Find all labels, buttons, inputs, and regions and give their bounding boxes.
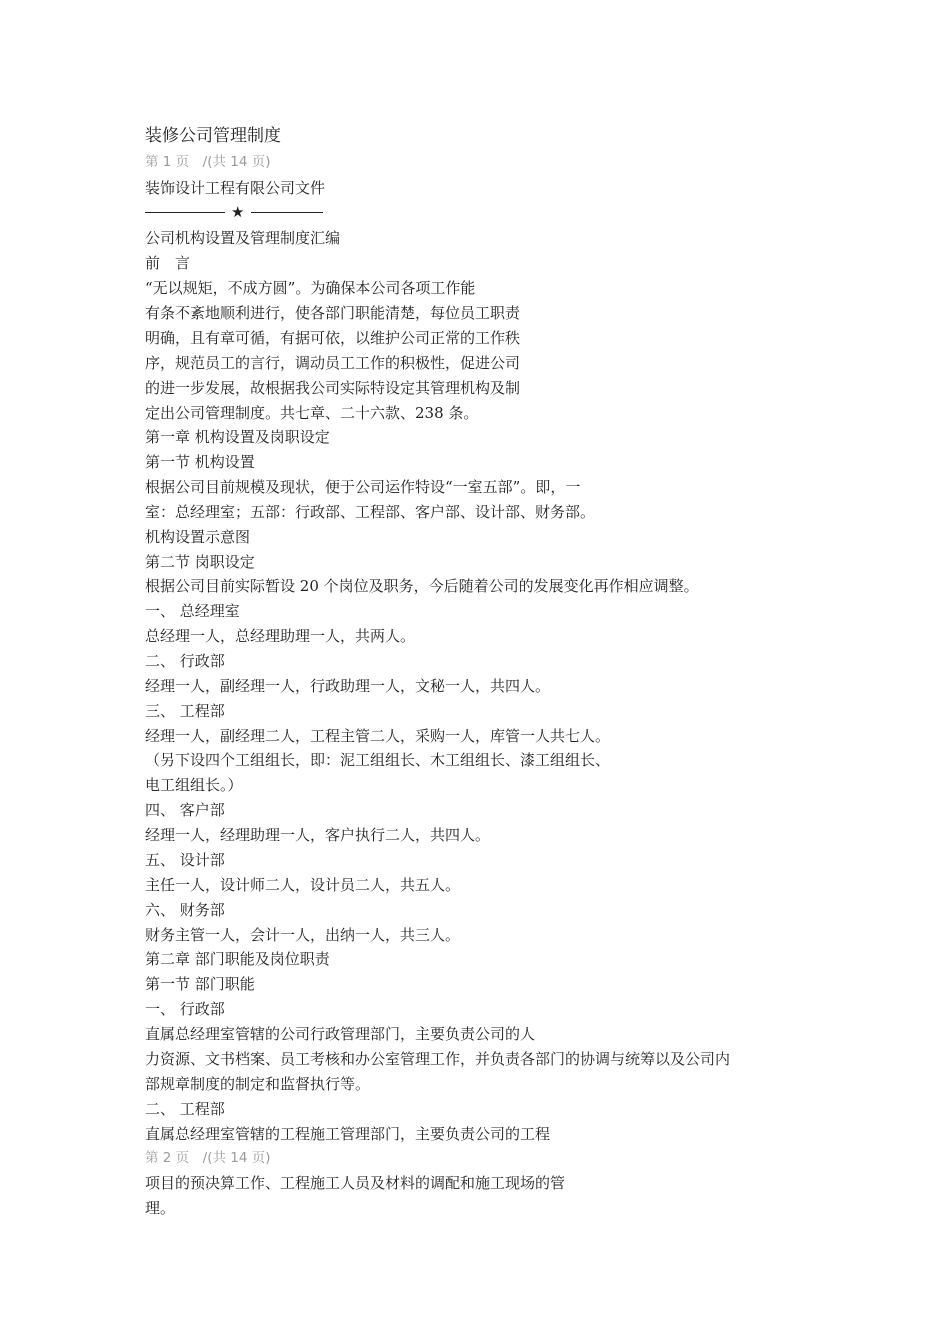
paragraph-line: 根据公司目前规模及现状，便于公司运作特设“一室五部”。即，一 (145, 478, 581, 496)
dept-staffing: 经理一人，经理助理一人，客户执行二人，共四人。 (145, 826, 491, 844)
divider-line-left (145, 212, 225, 213)
preface-line: 的进一步发展，故根据我公司实际特设定其管理机构及制 (145, 379, 521, 397)
document-title: 装修公司管理制度 (145, 126, 281, 146)
paragraph-line: 项目的预决算工作、工程施工人员及材料的调配和施工现场的管 (145, 1174, 566, 1192)
star-icon: ★ (231, 203, 245, 221)
paragraph-line: 力资源、文书档案、员工考核和办公室管理工作，并负责各部门的协调与统筹以及公司内 (145, 1050, 731, 1068)
section-heading: 第一节 部门职能 (145, 975, 255, 993)
dept-staffing: 财务主管一人，会计一人，出纳一人，共三人。 (145, 926, 461, 944)
dept-staffing: 主任一人，设计师二人，设计员二人，共五人。 (145, 876, 461, 894)
function-heading: 一、 行政部 (145, 1000, 225, 1018)
header-divider (145, 202, 325, 222)
section-heading: 第二节 岗职设定 (145, 553, 255, 571)
divider-line-right (251, 212, 323, 213)
function-heading: 二、 工程部 (145, 1100, 225, 1118)
company-doc-heading: 装饰设计工程有限公司文件 (145, 179, 326, 197)
dept-staffing: 总经理一人，总经理助理一人，共两人。 (145, 627, 416, 645)
dept-heading: 五、 设计部 (145, 851, 225, 869)
section-heading: 第一节 机构设置 (145, 453, 255, 471)
paragraph-line: 部规章制度的制定和监督执行等。 (145, 1075, 371, 1093)
dept-heading: 六、 财务部 (145, 901, 225, 919)
paragraph-line: 根据公司目前实际暂设 20 个岗位及职务，今后随着公司的发展变化再作相应调整。 (145, 577, 699, 595)
preface-line: “无以规矩，不成方圆”。为确保本公司各项工作能 (145, 279, 476, 297)
dept-staffing: 经理一人，副经理一人，行政助理一人，文秘一人，共四人。 (145, 677, 551, 695)
dept-staffing: （另下设四个工组组长，即：泥工组组长、木工组组长、漆工组组长、 (145, 751, 611, 769)
paragraph-line: 理。 (145, 1199, 176, 1217)
dept-heading: 三、 工程部 (145, 702, 225, 720)
preface-line: 定出公司管理制度。共七章、二十六款、238 条。 (145, 404, 479, 422)
page-number-1: 第 1 页 /(共 14 页) (145, 154, 271, 170)
dept-heading: 四、 客户部 (145, 801, 225, 819)
preface-heading: 前 言 (145, 254, 191, 272)
dept-staffing: 电工组组长。） (145, 776, 243, 794)
page-number-2: 第 2 页 /(共 14 页) (145, 1150, 271, 1166)
dept-heading: 一、 总经理室 (145, 602, 240, 620)
paragraph-line: 直属总经理室管辖的公司行政管理部门，主要负责公司的人 (145, 1025, 536, 1043)
dept-staffing: 经理一人，副经理二人，工程主管二人，采购一人，库管一人共七人。 (145, 727, 611, 745)
chapter-heading: 第二章 部门职能及岗位职责 (145, 950, 330, 968)
compilation-title: 公司机构设置及管理制度汇编 (145, 229, 341, 247)
preface-line: 序，规范员工的言行，调动员工工作的积极性，促进公司 (145, 354, 521, 372)
paragraph-line: 直属总经理室管辖的工程施工管理部门，主要负责公司的工程 (145, 1125, 551, 1143)
paragraph-line: 室：总经理室；五部：行政部、工程部、客户部、设计部、财务部。 (145, 503, 596, 521)
preface-line: 明确，且有章可循，有据可依，以维护公司正常的工作秩 (145, 329, 521, 347)
chapter-heading: 第一章 机构设置及岗职设定 (145, 428, 330, 446)
org-chart-caption: 机构设置示意图 (145, 528, 251, 546)
dept-heading: 二、 行政部 (145, 652, 225, 670)
preface-line: 有条不紊地顺利进行，使各部门职能清楚，每位员工职责 (145, 304, 521, 322)
